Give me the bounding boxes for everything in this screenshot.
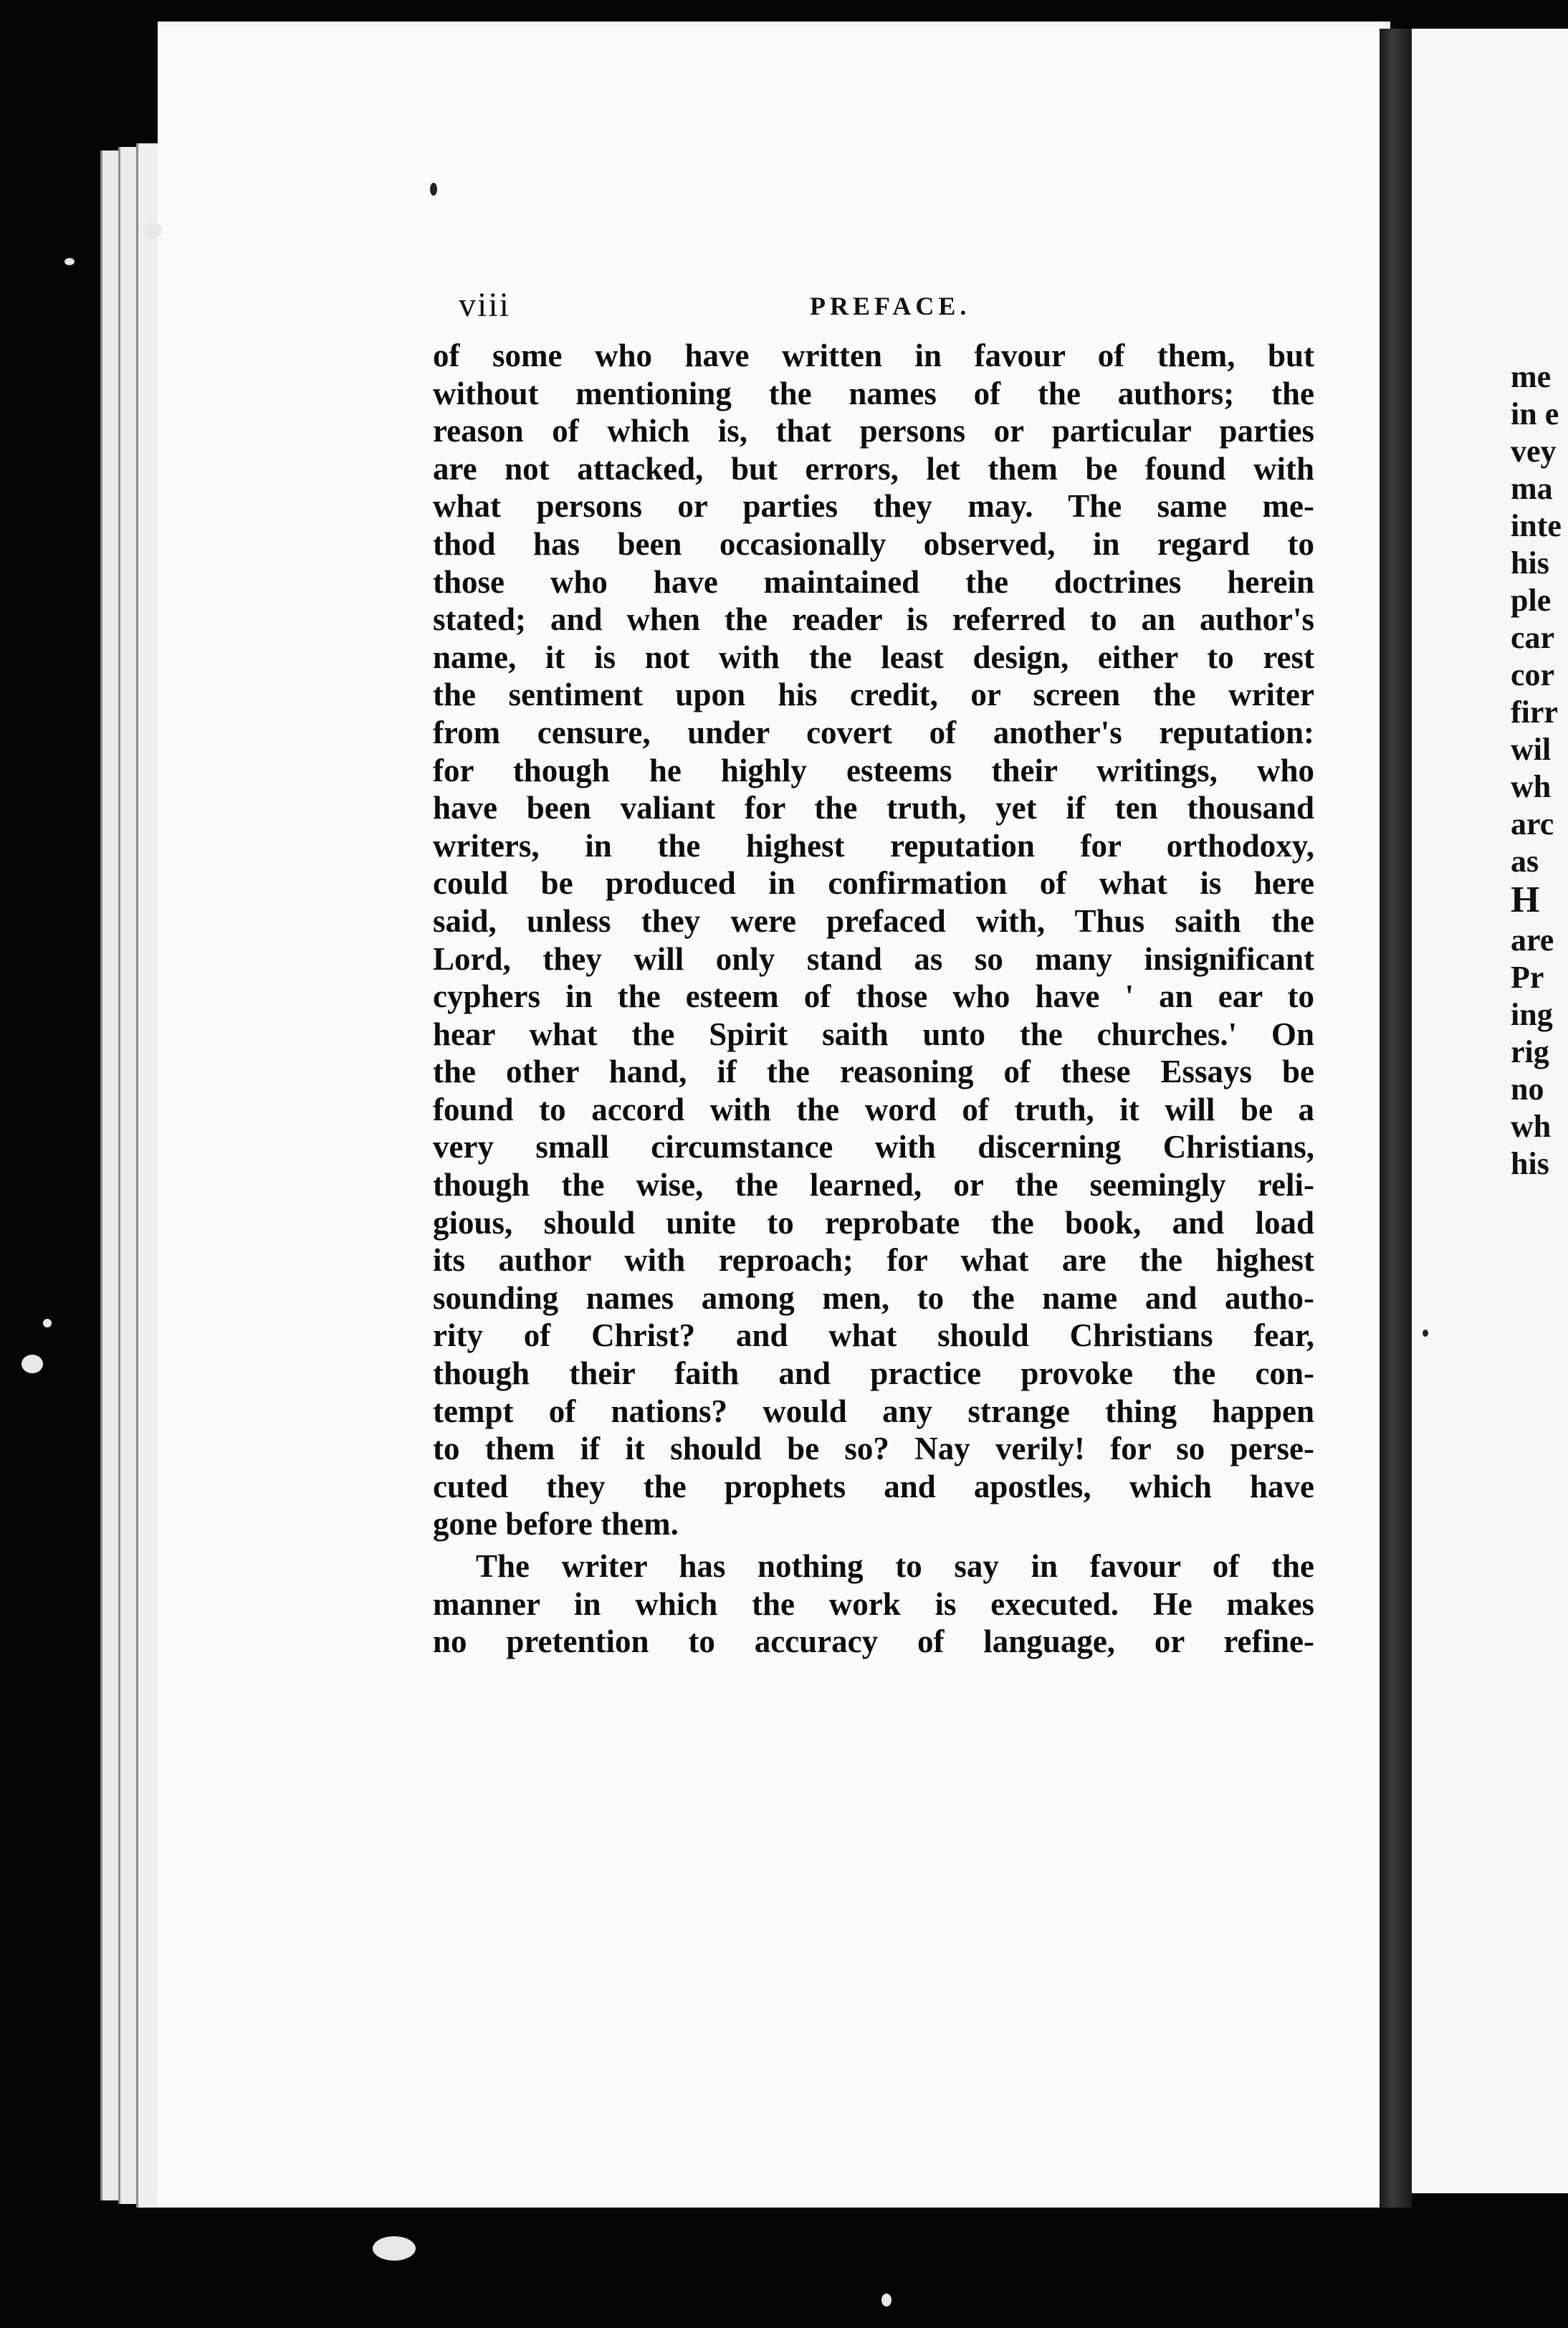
text-line: manner in which the work is executed. He makes [433, 1585, 1314, 1622]
right-page-fragment: ing [1511, 997, 1553, 1032]
text-line: stated; and when the reader is referred to an author's [433, 601, 1314, 638]
text-line: rity of Christ? and what should Christians fear, [433, 1317, 1314, 1354]
text-line: the other hand, if the reasoning of these Essays be [433, 1054, 1314, 1090]
text-line: cyphers in the esteem of those who have ' an ear to [433, 978, 1314, 1015]
right-page-fragment: ma [1511, 471, 1553, 506]
page-number: viii [459, 286, 511, 324]
right-page-fragment: firr [1511, 695, 1558, 730]
right-page-fragment: his [1511, 1146, 1549, 1181]
running-head: PREFACE. [810, 292, 971, 320]
scan-speck [64, 258, 75, 265]
right-page-fragment: ple [1511, 583, 1552, 618]
text-line: hear what the Spirit saith unto the churches.' On [433, 1016, 1314, 1052]
right-page-fragment: arc [1511, 806, 1554, 841]
right-page-fragment: me [1511, 359, 1552, 394]
text-line: from censure, under covert of another's reputation: [433, 714, 1314, 750]
right-page-fragment: vey [1511, 434, 1557, 469]
text-line: reason of which is, that persons or particular parties [433, 413, 1314, 449]
text-line: though the wise, the learned, or the seemingly reli- [433, 1167, 1314, 1203]
text-line: gious, should unite to reprobate the book, and load [433, 1204, 1314, 1241]
text-line: its author with reproach; for what are the highest [433, 1242, 1314, 1279]
right-page-fragment: wh [1511, 1109, 1552, 1144]
text-line: what persons or parties they may. The same me- [433, 488, 1314, 525]
scan-speck [143, 222, 162, 238]
text-line: have been valiant for the truth, yet if ten thousand [433, 790, 1314, 826]
right-page-fragment: no [1511, 1072, 1544, 1107]
right-page-fragment: inte [1511, 508, 1562, 543]
text-line: The writer has nothing to say in favour of the [476, 1548, 1314, 1584]
text-line: name, it is not with the least design, either to rest [433, 639, 1314, 675]
text-line: could be produced in confirmation of what is here [433, 865, 1314, 902]
right-page-fragment: Pr [1511, 960, 1544, 995]
text-line: tempt of nations? would any strange thing happen [433, 1393, 1314, 1429]
right-page-fragment: H [1511, 882, 1540, 919]
text-line: no pretention to accuracy of language, or refine- [433, 1623, 1314, 1660]
page-header [459, 285, 1290, 328]
text-line: the sentiment upon his credit, or screen the writer [433, 677, 1314, 713]
text-line: cuted they the prophets and apostles, which have [433, 1468, 1314, 1504]
right-page-fragment: rig [1511, 1034, 1549, 1069]
book-spine [1380, 29, 1412, 2208]
right-page-fragment: as [1511, 844, 1539, 879]
scan-speck [430, 183, 437, 196]
text-line: are not attacked, but errors, let them be found with [433, 450, 1314, 487]
right-page-fragment: cor [1511, 657, 1555, 692]
right-page-fragment: wil [1511, 732, 1552, 767]
scan-speck [881, 2294, 891, 2306]
text-line: for though he highly esteems their writings, who [433, 752, 1314, 788]
text-line: said, unless they were prefaced with, Thus saith the [433, 902, 1314, 939]
text-line: gone before them. [433, 1506, 679, 1542]
right-page-fragment: car [1511, 620, 1555, 655]
text-line: though their faith and practice provoke the con- [433, 1355, 1314, 1392]
text-line: very small circumstance with discerning Christians, [433, 1129, 1314, 1165]
text-line: sounding names among men, to the name and autho- [433, 1279, 1314, 1316]
body-text [433, 337, 1314, 1661]
right-page-fragment: are [1511, 922, 1554, 958]
scan-speck [373, 2236, 416, 2261]
text-line: writers, in the highest reputation for orthodoxy, [433, 827, 1314, 864]
text-line: without mentioning the names of the authors; the [433, 375, 1314, 411]
text-line: of some who have written in favour of them, but [433, 338, 1314, 373]
text-line: to them if it should be so? Nay verily! for so perse- [433, 1431, 1314, 1467]
text-line: thod has been occasionally observed, in regard to [433, 525, 1314, 562]
right-page-fragment: his [1511, 545, 1549, 581]
scan-speck [1423, 1330, 1428, 1337]
text-line: those who have maintained the doctrines herein [433, 563, 1314, 600]
right-page-fragment: in e [1511, 396, 1559, 431]
text-line: found to accord with the word of truth, it will be a [433, 1091, 1314, 1127]
text-line: Lord, they will only stand as so many insignificant [433, 940, 1314, 977]
scan-speck [43, 1319, 52, 1327]
right-page-fragment: wh [1511, 769, 1552, 804]
scan-speck [21, 1355, 43, 1373]
